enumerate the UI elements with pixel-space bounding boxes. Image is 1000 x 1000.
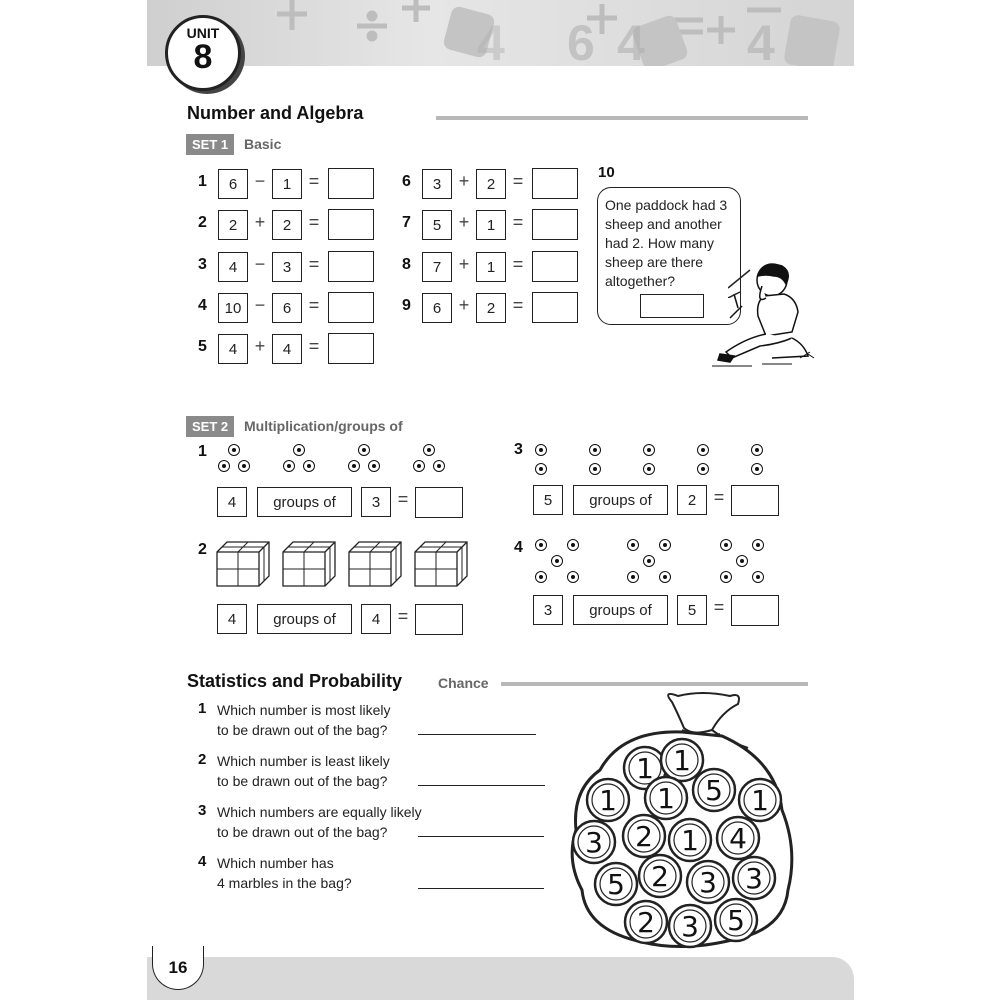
- soccer-ball-icon: [433, 460, 445, 472]
- soccer-ball-icon: [643, 555, 655, 567]
- operand-box: 3: [272, 252, 302, 282]
- question-number: 2: [198, 751, 207, 768]
- marble-number: 1: [636, 752, 654, 785]
- answer-line[interactable]: [418, 785, 545, 786]
- answer-box[interactable]: [328, 333, 374, 364]
- unit-badge: [165, 15, 241, 91]
- question-number: 8: [402, 256, 411, 273]
- soccer-ball-icon: [736, 555, 748, 567]
- operand-box: 6: [422, 293, 452, 323]
- set1-tag: SET 1: [186, 134, 234, 155]
- svg-text:4: 4: [747, 15, 775, 66]
- operand-box: 4: [218, 252, 248, 282]
- cube-icon: [349, 542, 401, 586]
- operand-box: 3: [422, 169, 452, 199]
- equals-sign: =: [512, 254, 524, 274]
- section-title-number-algebra: Number and Algebra: [187, 103, 364, 123]
- cube-icon: [283, 542, 335, 586]
- question-number: 4: [514, 539, 523, 556]
- soccer-ball-icon: [720, 571, 732, 583]
- answer-box[interactable]: [532, 251, 578, 282]
- section-rule: [436, 116, 808, 120]
- operand-box: 4: [218, 334, 248, 364]
- soccer-ball-icon: [659, 539, 671, 551]
- operand-box: 7: [422, 252, 452, 282]
- question-text-line1: Which numbers are equally likely: [217, 804, 422, 820]
- group-size-box: 5: [677, 595, 707, 625]
- equals-sign: =: [397, 606, 409, 626]
- soccer-ball-icon: [627, 571, 639, 583]
- soccer-ball-icon: [720, 539, 732, 551]
- operand-box: 1: [476, 210, 506, 240]
- set2-label: Multiplication/groups of: [244, 418, 403, 434]
- groups-of-label: groups of: [257, 604, 352, 634]
- soccer-ball-icon: [228, 444, 240, 456]
- equals-sign: =: [713, 597, 725, 617]
- question-number: 1: [198, 173, 207, 190]
- answer-line[interactable]: [418, 836, 544, 837]
- soccer-ball-icon: [293, 444, 305, 456]
- question-text-line2: to be drawn out of the bag?: [217, 773, 388, 789]
- marble-bag-illustration: [562, 690, 802, 950]
- equals-sign: =: [512, 295, 524, 315]
- question-number: 1: [198, 443, 207, 460]
- word-problem-text: One paddock had 3 sheep and another had 2. How many sheep are there altogether?: [605, 197, 728, 289]
- marble-number: 3: [585, 826, 603, 859]
- soccer-ball-icon: [535, 444, 547, 456]
- operator-sign: −: [254, 171, 266, 191]
- soccer-ball-icon: [659, 571, 671, 583]
- marble-number: 1: [657, 782, 675, 815]
- section-subtitle-chance: Chance: [438, 675, 489, 691]
- question-number: 2: [198, 541, 207, 558]
- soccer-ball-icon: [567, 539, 579, 551]
- answer-box[interactable]: [532, 292, 578, 323]
- question-number: 3: [514, 441, 523, 458]
- soccer-ball-icon: [535, 571, 547, 583]
- operator-sign: +: [458, 171, 470, 191]
- operator-sign: −: [254, 295, 266, 315]
- answer-box[interactable]: [328, 292, 374, 323]
- soccer-ball-icon: [535, 463, 547, 475]
- soccer-ball-icon: [589, 444, 601, 456]
- question-number: 6: [402, 173, 411, 190]
- soccer-ball-icon: [752, 539, 764, 551]
- svg-text:4: 4: [477, 15, 505, 66]
- unit-label: UNIT: [186, 25, 220, 41]
- question-number: 1: [198, 700, 207, 717]
- operand-box: 1: [476, 252, 506, 282]
- soccer-ball-icon: [567, 571, 579, 583]
- operand-box: 5: [422, 210, 452, 240]
- question-number: 5: [198, 338, 207, 355]
- cube-icon: [415, 542, 467, 586]
- operator-sign: +: [458, 295, 470, 315]
- operator-sign: +: [254, 336, 266, 356]
- equals-sign: =: [308, 171, 320, 191]
- groups-of-label: groups of: [573, 485, 668, 515]
- bubble-tail: [728, 268, 760, 298]
- marble-number: 4: [729, 822, 747, 855]
- groups-of-label: groups of: [257, 487, 352, 517]
- section-rule: [501, 682, 808, 686]
- set2-tag: SET 2: [186, 416, 234, 437]
- operand-box: 2: [218, 210, 248, 240]
- soccer-ball-icon: [238, 460, 250, 472]
- operator-sign: +: [254, 212, 266, 232]
- answer-box[interactable]: [328, 168, 374, 199]
- question-number: 3: [198, 256, 207, 273]
- question-number: 9: [402, 297, 411, 314]
- answer-box[interactable]: [731, 595, 779, 626]
- equals-sign: =: [308, 336, 320, 356]
- set1-label: Basic: [244, 136, 282, 152]
- marble-number: 5: [705, 774, 723, 807]
- marble-number: 1: [681, 824, 699, 857]
- groups-of-label: groups of: [573, 595, 668, 625]
- soccer-ball-icon: [535, 539, 547, 551]
- equals-sign: =: [713, 487, 725, 507]
- marble-number: 3: [699, 866, 717, 899]
- equals-sign: =: [512, 212, 524, 232]
- cube-icon: [217, 542, 269, 586]
- marble-number: 1: [673, 744, 691, 777]
- marble-number: 1: [599, 784, 617, 817]
- marble-number: 3: [681, 910, 699, 943]
- soccer-ball-icon: [368, 460, 380, 472]
- answer-line[interactable]: [418, 734, 536, 735]
- soccer-ball-icon: [643, 463, 655, 475]
- operand-box: 1: [272, 169, 302, 199]
- footer-bar: [147, 957, 854, 1000]
- answer-box[interactable]: [415, 487, 463, 518]
- group-size-box: 3: [361, 487, 391, 517]
- soccer-ball-icon: [283, 460, 295, 472]
- soccer-ball-icon: [218, 460, 230, 472]
- groups-count-box: 3: [533, 595, 563, 625]
- cube-groups: [216, 540, 476, 590]
- svg-text:4: 4: [617, 15, 645, 66]
- equals-sign: =: [308, 212, 320, 232]
- operand-box: 2: [476, 293, 506, 323]
- soccer-ball-icon: [413, 460, 425, 472]
- group-size-box: 4: [361, 604, 391, 634]
- answer-box[interactable]: [415, 604, 463, 635]
- question-text-line2: to be drawn out of the bag?: [217, 824, 388, 840]
- soccer-ball-icon: [423, 444, 435, 456]
- question-number: 2: [198, 214, 207, 231]
- marble-number: 2: [635, 820, 653, 853]
- header-banner: [147, 0, 854, 66]
- equals-sign: =: [512, 171, 524, 191]
- question-text-line2: to be drawn out of the bag?: [217, 722, 388, 738]
- operator-sign: −: [254, 254, 266, 274]
- groups-count-box: 4: [217, 487, 247, 517]
- operand-box: 6: [218, 169, 248, 199]
- marble-number: 5: [727, 904, 745, 937]
- soccer-ball-icon: [348, 460, 360, 472]
- answer-box[interactable]: [328, 251, 374, 282]
- equals-sign: =: [308, 254, 320, 274]
- answer-box[interactable]: [640, 294, 704, 318]
- answer-line[interactable]: [418, 888, 544, 889]
- question-text-line1: Which number is most likely: [217, 702, 391, 718]
- operand-box: 2: [476, 169, 506, 199]
- unit-number: 8: [193, 38, 213, 76]
- answer-box[interactable]: [532, 168, 578, 199]
- page-number: 16: [168, 957, 188, 977]
- question-number: 3: [198, 802, 207, 819]
- question-text-line2: 4 marbles in the bag?: [217, 875, 352, 891]
- soccer-ball-icon: [589, 463, 601, 475]
- groups-count-box: 4: [217, 604, 247, 634]
- section-title-statistics: Statistics and Probability: [187, 671, 403, 691]
- operand-box: 10: [218, 293, 248, 323]
- question-number: 4: [198, 853, 207, 870]
- answer-box[interactable]: [328, 209, 374, 240]
- marble-number: 2: [637, 906, 655, 939]
- soccer-ball-icon: [697, 463, 709, 475]
- question-text-line1: Which number is least likely: [217, 753, 390, 769]
- groups-count-box: 5: [533, 485, 563, 515]
- operand-box: 6: [272, 293, 302, 323]
- operand-box: 2: [272, 210, 302, 240]
- operator-sign: +: [458, 254, 470, 274]
- soccer-ball-icon: [643, 444, 655, 456]
- operator-sign: +: [458, 212, 470, 232]
- svg-text:6: 6: [567, 15, 595, 66]
- equals-sign: =: [308, 295, 320, 315]
- marble-number: 5: [607, 868, 625, 901]
- marble-number: 3: [745, 862, 763, 895]
- soccer-ball-icon: [358, 444, 370, 456]
- operand-box: 4: [272, 334, 302, 364]
- soccer-ball-icon: [752, 571, 764, 583]
- question-text-line1: Which number has: [217, 855, 334, 871]
- soccer-ball-icon: [551, 555, 563, 567]
- soccer-ball-icon: [697, 444, 709, 456]
- marble-number: 2: [651, 860, 669, 893]
- math-symbols-background: [147, 0, 854, 66]
- soccer-ball-icon: [751, 463, 763, 475]
- soccer-ball-icon: [751, 444, 763, 456]
- soccer-ball-icon: [303, 460, 315, 472]
- question-number: 4: [198, 297, 207, 314]
- question-number: 7: [402, 214, 411, 231]
- answer-box[interactable]: [731, 485, 779, 516]
- soccer-ball-icon: [627, 539, 639, 551]
- marble-number: 1: [751, 784, 769, 817]
- question-number: 10: [598, 164, 615, 181]
- equals-sign: =: [397, 489, 409, 509]
- answer-box[interactable]: [532, 209, 578, 240]
- group-size-box: 2: [677, 485, 707, 515]
